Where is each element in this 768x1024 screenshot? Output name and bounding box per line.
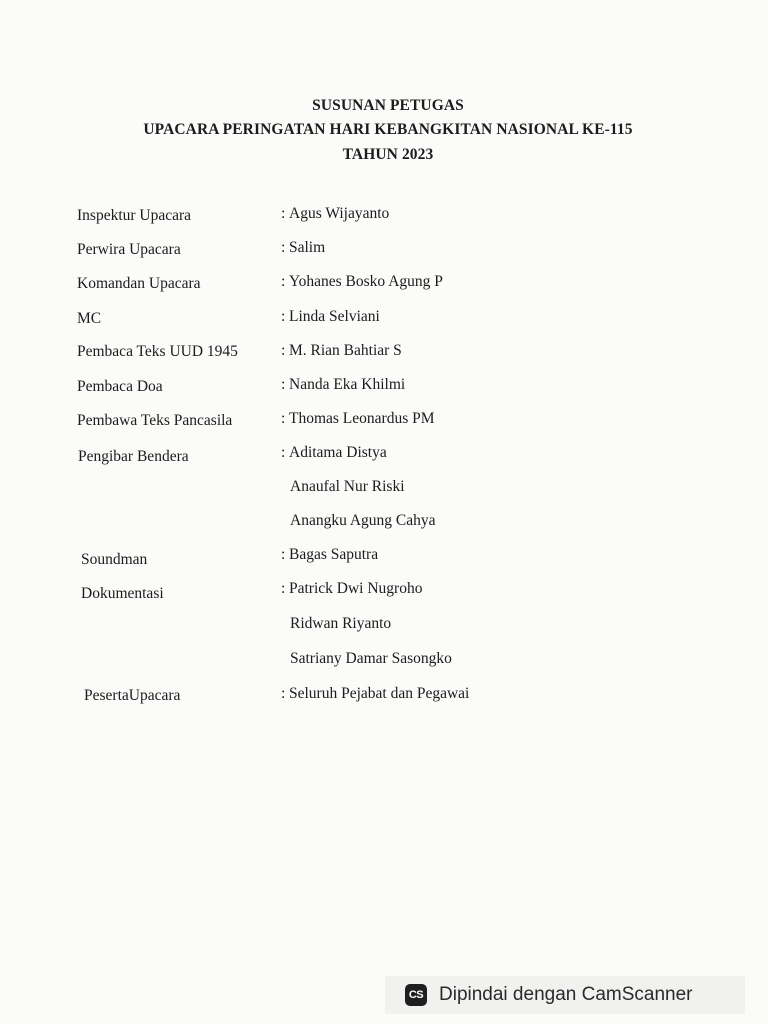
role-label: PesertaUpacara xyxy=(84,687,181,704)
role-value xyxy=(281,273,443,291)
role-value xyxy=(281,444,387,462)
separator: : xyxy=(281,273,286,290)
camscanner-logo-icon: CS xyxy=(405,984,427,1006)
separator: : xyxy=(281,376,286,393)
document-title-line-1: SUSUNAN PETUGAS xyxy=(312,97,464,114)
role-label: Pembaca Teks UUD 1945 xyxy=(77,343,238,360)
role-value xyxy=(281,376,405,394)
role-label: Perwira Upacara xyxy=(77,241,181,258)
separator: : xyxy=(281,685,286,702)
person-name: Anaufal Nur Riski xyxy=(290,478,405,495)
role-label: Soundman xyxy=(81,551,148,568)
person-name: Salim xyxy=(289,239,326,256)
role-value xyxy=(281,342,402,360)
role-label: Pembaca Doa xyxy=(77,378,163,395)
role-label: Pembawa Teks Pancasila xyxy=(77,412,233,429)
separator: : xyxy=(281,342,286,359)
watermark-text: Dipindai dengan CamScanner xyxy=(439,984,693,1005)
person-name: Ridwan Riyanto xyxy=(290,615,392,632)
separator: : xyxy=(281,580,286,597)
role-label: Komandan Upacara xyxy=(77,275,201,292)
person-name: Linda Selviani xyxy=(289,308,380,325)
document-title-line-3: TAHUN 2023 xyxy=(342,146,434,163)
role-label: Pengibar Bendera xyxy=(78,448,189,465)
role-value xyxy=(281,580,422,598)
role-value xyxy=(281,410,435,428)
role-label: Inspektur Upacara xyxy=(77,207,192,224)
separator: : xyxy=(281,308,286,325)
separator: : xyxy=(281,239,286,256)
person-name: Agus Wijayanto xyxy=(289,205,390,222)
person-name: Nanda Eka Khilmi xyxy=(289,376,406,393)
role-value xyxy=(281,205,389,223)
role-value xyxy=(281,239,325,257)
person-name: Satriany Damar Sasongko xyxy=(290,650,452,667)
role-value xyxy=(281,308,380,326)
separator: : xyxy=(281,546,286,563)
person-name: M. Rian Bahtiar S xyxy=(289,342,402,359)
role-value xyxy=(281,546,378,564)
role-value xyxy=(281,685,469,703)
person-name: Anangku Agung Cahya xyxy=(290,512,436,529)
person-name: Yohanes Bosko Agung P xyxy=(289,273,443,290)
separator: : xyxy=(281,410,286,427)
camscanner-watermark xyxy=(385,976,745,1014)
person-name: Bagas Saputra xyxy=(289,546,379,563)
separator: : xyxy=(281,205,286,222)
separator: : xyxy=(281,444,286,461)
person-name: Thomas Leonardus PM xyxy=(289,410,435,427)
person-name: Aditama Distya xyxy=(289,444,387,461)
document-title-line-2: UPACARA PERINGATAN HARI KEBANGKITAN NASIONAL KE-115 xyxy=(143,121,633,138)
role-label: Dokumentasi xyxy=(81,585,164,602)
role-label: MC xyxy=(77,310,102,327)
person-name: Patrick Dwi Nugroho xyxy=(289,580,423,597)
person-name: Seluruh Pejabat dan Pegawai xyxy=(289,685,470,702)
